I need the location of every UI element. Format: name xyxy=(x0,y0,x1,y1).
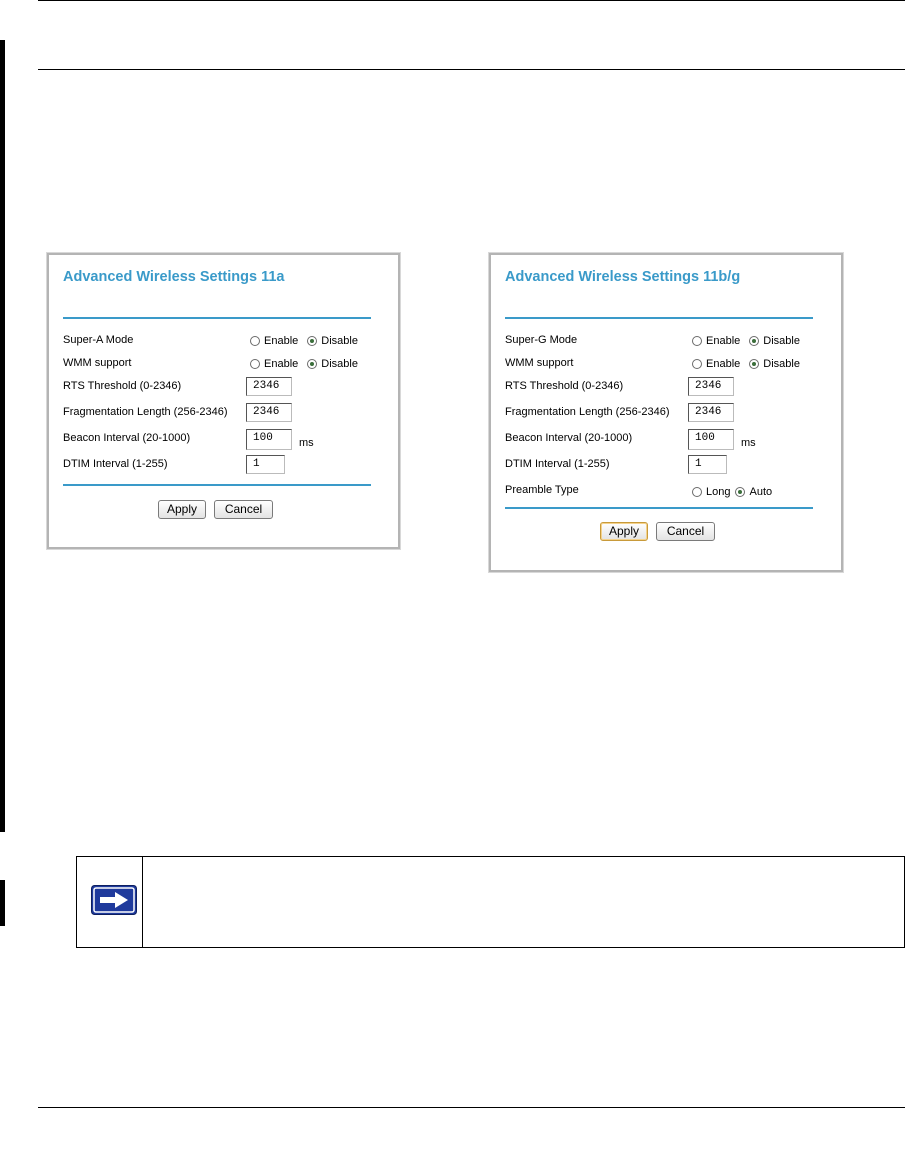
super-a-disable-radio[interactable] xyxy=(307,336,317,346)
panel-11a-bottom-rule xyxy=(63,484,371,486)
rts-threshold-input[interactable]: 2346 xyxy=(246,377,292,396)
note-divider xyxy=(142,857,143,947)
dtim-interval-label: DTIM Interval (1-255) xyxy=(505,458,610,470)
wmm-support-radios xyxy=(692,358,809,370)
change-bar-upper xyxy=(0,40,5,832)
beacon-interval-input[interactable]: 100 xyxy=(688,429,734,450)
super-g-mode-label: Super-G Mode xyxy=(505,334,578,346)
super-a-enable-label: Enable xyxy=(264,335,299,347)
preamble-auto-radio[interactable] xyxy=(735,487,745,497)
beacon-interval-unit: ms xyxy=(741,437,756,449)
footer-rule xyxy=(38,1107,905,1108)
panel-11bg-bottom-rule xyxy=(505,507,813,509)
super-g-disable-label: Disable xyxy=(763,335,800,347)
wmm-enable-label: Enable xyxy=(706,358,741,370)
preamble-long-radio[interactable] xyxy=(692,487,702,497)
fragmentation-length-label: Fragmentation Length (256-2346) xyxy=(505,406,670,418)
rts-threshold-input[interactable]: 2346 xyxy=(688,377,734,396)
panel-11bg-title: Advanced Wireless Settings 11b/g xyxy=(505,269,741,285)
super-g-disable-radio[interactable] xyxy=(749,336,759,346)
preamble-auto-label: Auto xyxy=(749,486,773,498)
super-g-enable-label: Enable xyxy=(706,335,741,347)
rts-threshold-label: RTS Threshold (0-2346) xyxy=(505,380,624,392)
arrow-right-icon xyxy=(91,885,137,920)
super-a-mode-radios xyxy=(250,335,367,347)
beacon-interval-unit: ms xyxy=(299,437,314,449)
panel-11bg-top-rule xyxy=(505,317,813,319)
cancel-button[interactable]: Cancel xyxy=(214,500,273,519)
change-bar-lower xyxy=(0,880,5,926)
beacon-interval-input[interactable]: 100 xyxy=(246,429,292,450)
beacon-interval-label: Beacon Interval (20-1000) xyxy=(63,432,191,444)
advanced-wireless-11bg-panel xyxy=(489,253,843,572)
wmm-support-label: WMM support xyxy=(505,357,574,369)
fragmentation-length-label: Fragmentation Length (256-2346) xyxy=(63,406,228,418)
beacon-interval-label: Beacon Interval (20-1000) xyxy=(505,432,633,444)
wmm-disable-radio[interactable] xyxy=(307,359,317,369)
wmm-support-radios xyxy=(250,358,367,370)
wmm-disable-label: Disable xyxy=(321,358,358,370)
fragmentation-length-input[interactable]: 2346 xyxy=(246,403,292,422)
preamble-long-label: Long xyxy=(706,486,731,498)
super-g-mode-radios xyxy=(692,335,809,347)
header-top-rule xyxy=(38,0,905,1)
dtim-interval-label: DTIM Interval (1-255) xyxy=(63,458,168,470)
super-a-disable-label: Disable xyxy=(321,335,358,347)
cancel-button[interactable]: Cancel xyxy=(656,522,715,541)
note-box xyxy=(76,856,905,948)
panel-11a-top-rule xyxy=(63,317,371,319)
apply-button[interactable]: Apply xyxy=(158,500,206,519)
dtim-interval-input[interactable]: 1 xyxy=(246,455,285,474)
preamble-type-radios xyxy=(692,486,781,498)
wmm-support-label: WMM support xyxy=(63,357,132,369)
wmm-disable-label: Disable xyxy=(763,358,800,370)
dtim-interval-input[interactable]: 1 xyxy=(688,455,727,474)
super-g-enable-radio[interactable] xyxy=(692,336,702,346)
super-a-enable-radio[interactable] xyxy=(250,336,260,346)
header-bottom-rule xyxy=(38,69,905,70)
wmm-enable-radio[interactable] xyxy=(250,359,260,369)
rts-threshold-label: RTS Threshold (0-2346) xyxy=(63,380,182,392)
super-a-mode-label: Super-A Mode xyxy=(63,334,134,346)
advanced-wireless-11a-panel xyxy=(47,253,400,549)
wmm-disable-radio[interactable] xyxy=(749,359,759,369)
preamble-type-label: Preamble Type xyxy=(505,484,579,496)
wmm-enable-label: Enable xyxy=(264,358,299,370)
apply-button[interactable]: Apply xyxy=(600,522,648,541)
panel-11a-title: Advanced Wireless Settings 11a xyxy=(63,269,285,285)
wmm-enable-radio[interactable] xyxy=(692,359,702,369)
fragmentation-length-input[interactable]: 2346 xyxy=(688,403,734,422)
